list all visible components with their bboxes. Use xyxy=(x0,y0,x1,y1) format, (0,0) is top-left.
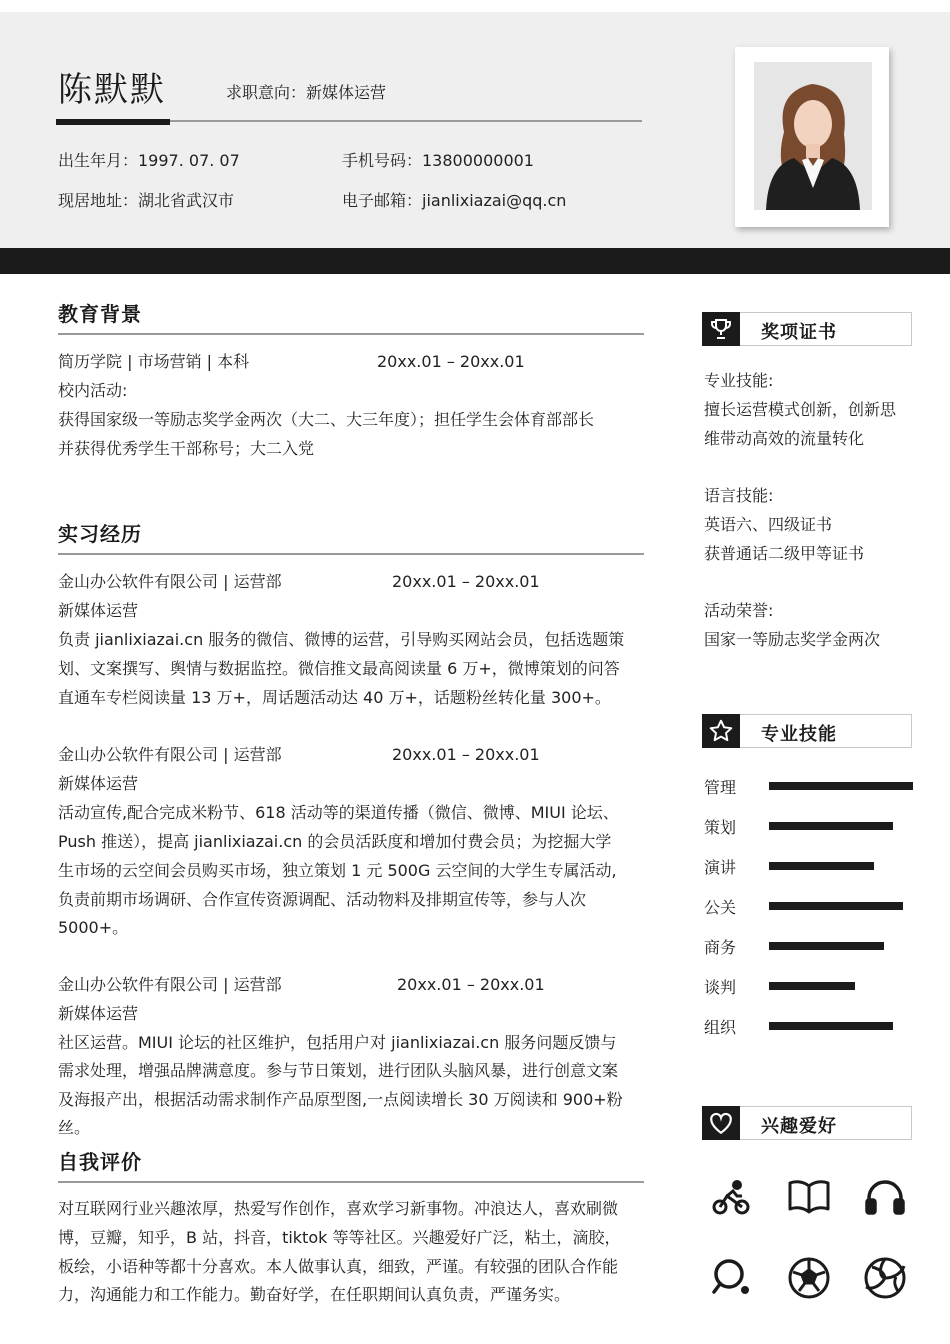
skill-level-bar xyxy=(769,902,903,910)
skills-header xyxy=(702,714,912,748)
internship-line: 划、文案撰写、舆情与数据监控。微信推文最高阅读量 6 万+，微博策划的问答 xyxy=(58,659,620,678)
skill-level-bar xyxy=(769,942,884,950)
skill-label: 策划 xyxy=(704,818,737,837)
award-group-label: 活动荣誉: xyxy=(704,601,774,620)
skills-title: 专业技能 xyxy=(761,724,837,745)
skill-label: 商务 xyxy=(704,938,737,957)
internship-line: 活动宣传,配合完成米粉节、618 活动等的渠道传播（微信、微博、MIUI 论坛、 xyxy=(58,803,619,822)
skill-level-bar xyxy=(769,1022,893,1030)
book-icon xyxy=(785,1172,833,1220)
profile-photo xyxy=(754,62,872,210)
award-group-label: 语言技能: xyxy=(704,486,774,505)
skill-label: 管理 xyxy=(704,778,737,797)
heart-icon xyxy=(702,1106,740,1140)
skill-label: 演讲 xyxy=(704,858,737,877)
education-title: 教育背景 xyxy=(58,302,142,326)
skill-level-bar xyxy=(769,862,874,870)
internship-divider xyxy=(58,553,644,555)
star-icon xyxy=(702,714,740,748)
award-line: 擅长运营模式创新，创新思 xyxy=(704,400,897,419)
internship-line: 负责 jianlixiazai.cn 服务的微信、微博的运营，引导购买网站会员，包括选题策 xyxy=(58,630,625,649)
education-school: 简历学院 | 市场营销 | 本科 xyxy=(58,352,250,371)
internship-company: 金山办公软件有限公司 | 运营部 xyxy=(58,745,282,764)
award-line: 英语六、四级证书 xyxy=(704,515,833,534)
internship-line: 生市场的云空间会员购买市场，独立策划 1 元 500G 云空间的大学生专属活动, xyxy=(58,861,617,880)
awards-header xyxy=(702,312,912,346)
education-line: 获得国家级一等励志奖学金两次（大二、大三年度）；担任学生会体育部部长 xyxy=(58,410,595,429)
volleyball-icon xyxy=(861,1254,909,1302)
self-eval-line: 板绘，小语种等都十分喜欢。本人做事认真，细致，严谨。有较强的团队合作能 xyxy=(58,1257,619,1276)
candidate-name: 陈默默 xyxy=(58,70,166,110)
internship-role: 新媒体运营 xyxy=(58,774,139,793)
cycling-icon xyxy=(707,1174,755,1222)
internship-date: 20xx.01 – 20xx.01 xyxy=(392,745,540,764)
skill-label: 谈判 xyxy=(704,978,737,997)
self-eval-line: 力，沟通能力和工作能力。勤奋好学，在任职期间认真负责，严谨务实。 xyxy=(58,1285,571,1304)
address: 现居地址：湖北省武汉市 xyxy=(58,191,235,210)
internship-company: 金山办公软件有限公司 | 运营部 xyxy=(58,975,282,994)
internship-role: 新媒体运营 xyxy=(58,601,139,620)
award-line: 国家一等励志奖学金两次 xyxy=(704,630,881,649)
job-intent: 求职意向：新媒体运营 xyxy=(226,83,387,102)
internship-line: 社区运营。MIUI 论坛的社区维护，包括用户对 jianlixiazai.cn 服务问题反馈与 xyxy=(58,1033,617,1052)
internship-date: 20xx.01 – 20xx.01 xyxy=(397,975,545,994)
award-line: 获普通话二级甲等证书 xyxy=(704,544,865,563)
hobbies-title: 兴趣爱好 xyxy=(761,1116,837,1137)
internship-title: 实习经历 xyxy=(58,522,142,546)
trophy-icon xyxy=(702,312,740,346)
internship-line: Push 推送），提高 jianlixiazai.cn 的会员活跃度和增加付费会员；为挖掘大学 xyxy=(58,832,612,851)
self-eval-divider xyxy=(58,1181,644,1183)
skill-label: 组织 xyxy=(704,1018,737,1037)
education-date: 20xx.01 – 20xx.01 xyxy=(377,352,525,371)
header-band xyxy=(0,248,950,274)
internship-line: 需求处理，增强品牌满意度。参与节日策划，进行团队头脑风暴，进行创意文案 xyxy=(58,1061,619,1080)
education-activities-label: 校内活动: xyxy=(58,381,128,400)
education-line: 并获得优秀学生干部称号；大二入党 xyxy=(58,439,315,458)
internship-company: 金山办公软件有限公司 | 运营部 xyxy=(58,572,282,591)
self-eval-line: 对互联网行业兴趣浓厚，热爱写作创作，喜欢学习新事物。冲浪达人，喜欢刷微 xyxy=(58,1199,619,1218)
skill-level-bar xyxy=(769,982,855,990)
award-line: 维带动高效的流量转化 xyxy=(704,429,865,448)
phone-number: 手机号码：13800000001 xyxy=(342,151,534,170)
awards-title: 奖项证书 xyxy=(761,322,837,343)
skill-level-bar xyxy=(769,782,913,790)
internship-line: 及海报产出，根据活动需求制作产品原型图,一点阅读增长 30 万阅读和 900+粉 xyxy=(58,1090,623,1109)
hobbies-header xyxy=(702,1106,912,1140)
award-group-label: 专业技能: xyxy=(704,371,774,390)
internship-line: 5000+。 xyxy=(58,918,129,937)
internship-role: 新媒体运营 xyxy=(58,1004,139,1023)
self-eval-line: 博，豆瓣，知乎，B 站，抖音，tiktok 等等社区。兴趣爱好广泛，粘土，滴胶， xyxy=(58,1228,621,1247)
internship-date: 20xx.01 – 20xx.01 xyxy=(392,572,540,591)
internship-line: 负责前期市场调研、合作宣传资源调配、活动物料及排期宣传等，参与人次 xyxy=(58,890,587,909)
birth-date: 出生年月：1997. 07. 07 xyxy=(58,151,240,170)
header-divider-accent xyxy=(56,119,170,125)
email: 电子邮箱：jianlixiazai@qq.cn xyxy=(342,191,567,210)
football-icon xyxy=(785,1254,833,1302)
self-eval-title: 自我评价 xyxy=(58,1150,142,1174)
education-divider xyxy=(58,333,644,335)
internship-line: 直通车专栏阅读量 13 万+，周话题活动达 40 万+，话题粉丝转化量 300+。 xyxy=(58,688,611,707)
headphones-icon xyxy=(861,1172,909,1220)
internship-line: 丝。 xyxy=(58,1118,91,1137)
ping-pong-icon xyxy=(707,1254,755,1302)
skill-label: 公关 xyxy=(704,898,737,917)
skill-level-bar xyxy=(769,822,893,830)
